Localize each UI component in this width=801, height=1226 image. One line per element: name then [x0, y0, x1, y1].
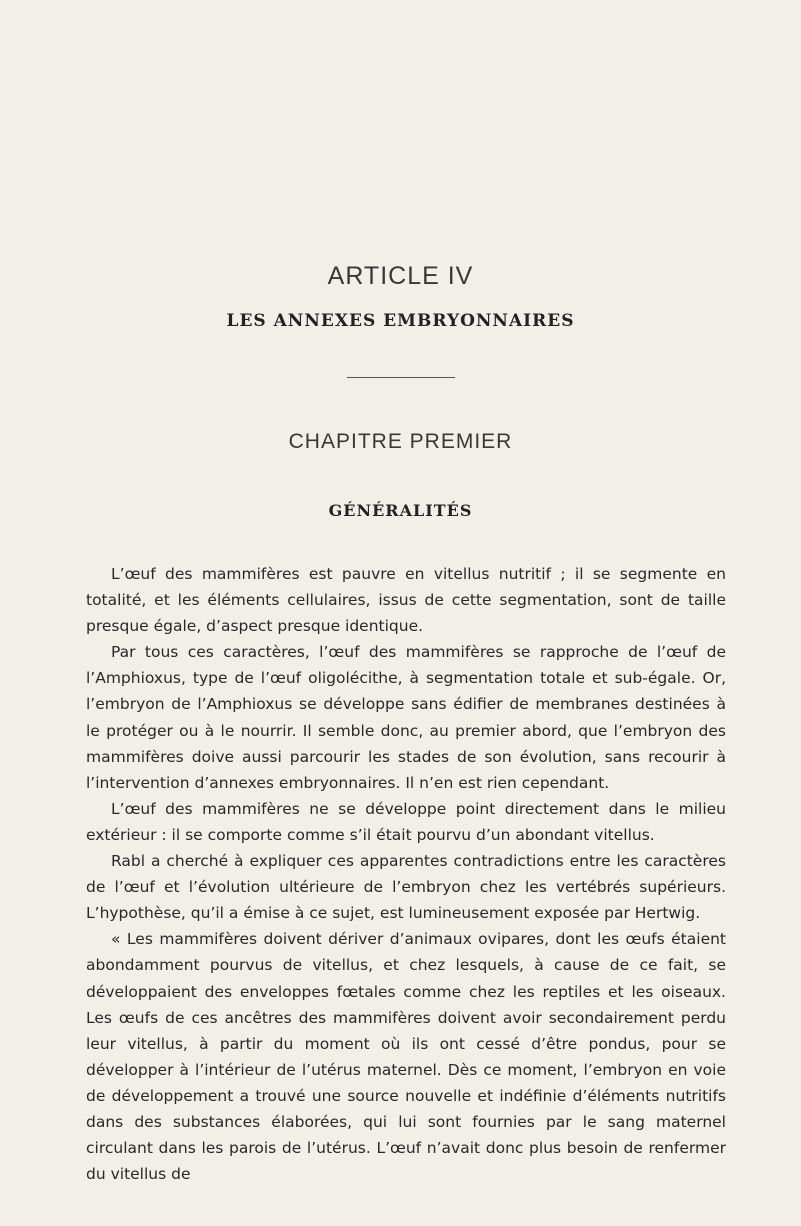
paragraph: « Les mammifères doivent dériver d’animaux ovipares, dont les œufs étaient abondamment pourvus de vitellus, et chez lesquels, à cause de ce fait, se développaient des enveloppes fœtales comme chez les reptiles et les oiseaux. Les œufs de ces ancêtres des mammifères doivent avoir secondairement perdu leur vitellus, à partir du moment où ils ont cessé d’être pondus, pour se développer à l’intérieur de l’utérus maternel. Dès ce moment, l’embryon en voie de développement a trouvé une source nouvelle et indéfinie d’éléments nutritifs dans des substances élaborées, qui lui sont fournies par le sang maternel circulant dans les parois de l’utérus. L’œuf n’avait donc plus besoin de renfermer du vitellus de — [86, 930, 726, 1184]
paragraph: Par tous ces caractères, l’œuf des mammifères se rapproche de l’œuf de l’Amphioxus, type de l’œuf oligolécithe, à segmentation totale et sub-égale. Or, l’embryon de l’Amphioxus se développe sans édifier de membranes destinées à le protéger ou à le nourrir. Il semble donc, au premier abord, que l’embryon des mammifères doive aussi parcourir les stades de son évolution, sans recourir à l’intervention d’annexes embryonnaires. Il n’en est rien cependant. — [86, 643, 726, 792]
section-title: LES ANNEXES EMBRYONNAIRES — [226, 311, 575, 331]
section-divider — [347, 377, 455, 378]
article-title: ARTICLE IV — [327, 262, 474, 290]
paragraph: Rabl a cherché à expliquer ces apparentes contradictions entre les caractères de l’œuf et l’évolution ultérieure de l’embryon chez les vertébrés supérieurs. L’hypothèse, qu’il a émise à ce sujet, est lumineusement exposée par Hertwig. — [86, 852, 726, 923]
paragraph: L’œuf des mammifères est pauvre en vitellus nutritif ; il se segmente en totalité, et les éléments cellulaires, issus de cette segmentation, sont de taille presque égale, d’aspect presque identique. — [86, 565, 726, 636]
chapter-title: CHAPITRE PREMIER — [288, 430, 513, 453]
chapter-subtitle: GÉNÉRALITÉS — [328, 501, 473, 520]
paragraph: L’œuf des mammifères ne se développe point directement dans le milieu extérieur : il se comporte comme s’il était pourvu d’un abondant vitellus. — [86, 799, 726, 844]
body-text — [86, 561, 726, 1187]
